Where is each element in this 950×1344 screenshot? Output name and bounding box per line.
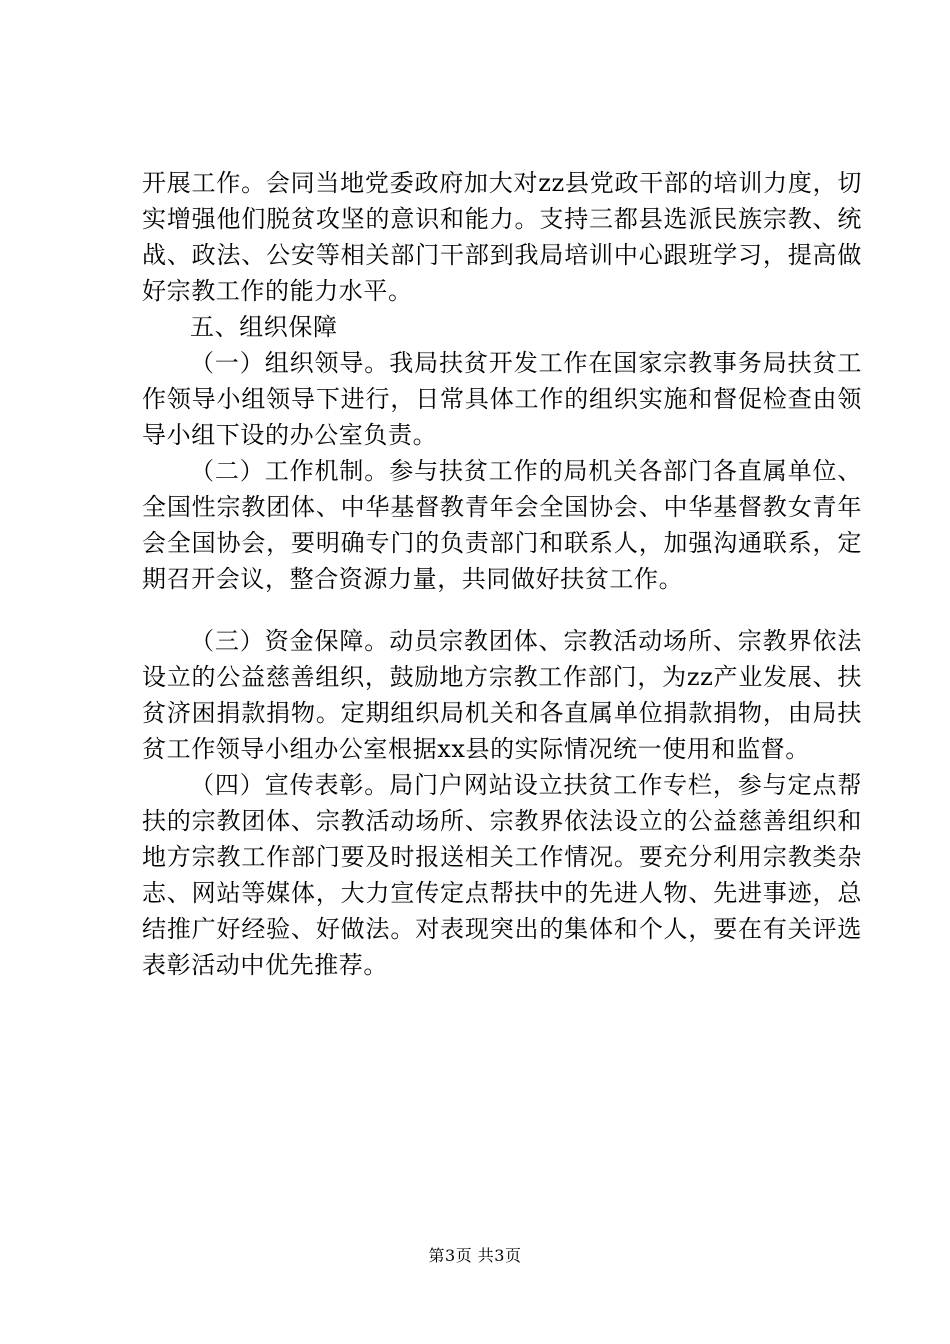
paragraph-funding-guarantee: （三）资金保障。动员宗教团体、宗教活动场所、宗教界依法设立的公益慈善组织，鼓励地方宗教工作部门，为zz产业发展、扶贫济困捐款捐物。定期组织局机关和各直属单位捐款捐物，由局扶贫工作领导小组办公室根据xx县的实际情况统一使用和监督。 [142, 627, 862, 763]
paragraph-publicity-commendation: （四）宣传表彰。局门户网站设立扶贫工作专栏，参与定点帮扶的宗教团体、宗教活动场所、宗教界依法设立的公益慈善组织和地方宗教工作部门要及时报送相关工作情况。要充分利用宗教类杂志、网站等媒体，大力宣传定点帮扶中的先进人物、先进事迹，总结推广好经验、好做法。对表现突出的集体和个人，要在有关评选表彰活动中优先推荐。 [142, 771, 862, 979]
page-number-footer: 第3页 共3页 [428, 1246, 522, 1265]
section-heading-organization-guarantee: 五、组织保障 [190, 313, 338, 341]
paragraph-work-mechanism: （二）工作机制。参与扶贫工作的局机关各部门各直属单位、全国性宗教团体、中华基督教青年会全国协会、中华基督教女青年会全国协会，要明确专门的负责部门和联系人，加强沟通联系，定期召开会议，整合资源力量，共同做好扶贫工作。 [142, 457, 862, 593]
paragraph-continuation: 开展工作。会同当地党委政府加大对zz县党政干部的培训力度，切实增强他们脱贫攻坚的意识和能力。支持三都县选派民族宗教、统战、政法、公安等相关部门干部到我局培训中心跟班学习，提高做好宗教工作的能力水平。 [142, 169, 862, 305]
paragraph-organization-leadership: （一）组织领导。我局扶贫开发工作在国家宗教事务局扶贫工作领导小组领导下进行，日常具体工作的组织实施和督促检查由领导小组下设的办公室负责。 [142, 349, 862, 449]
document-body [142, 165, 862, 983]
